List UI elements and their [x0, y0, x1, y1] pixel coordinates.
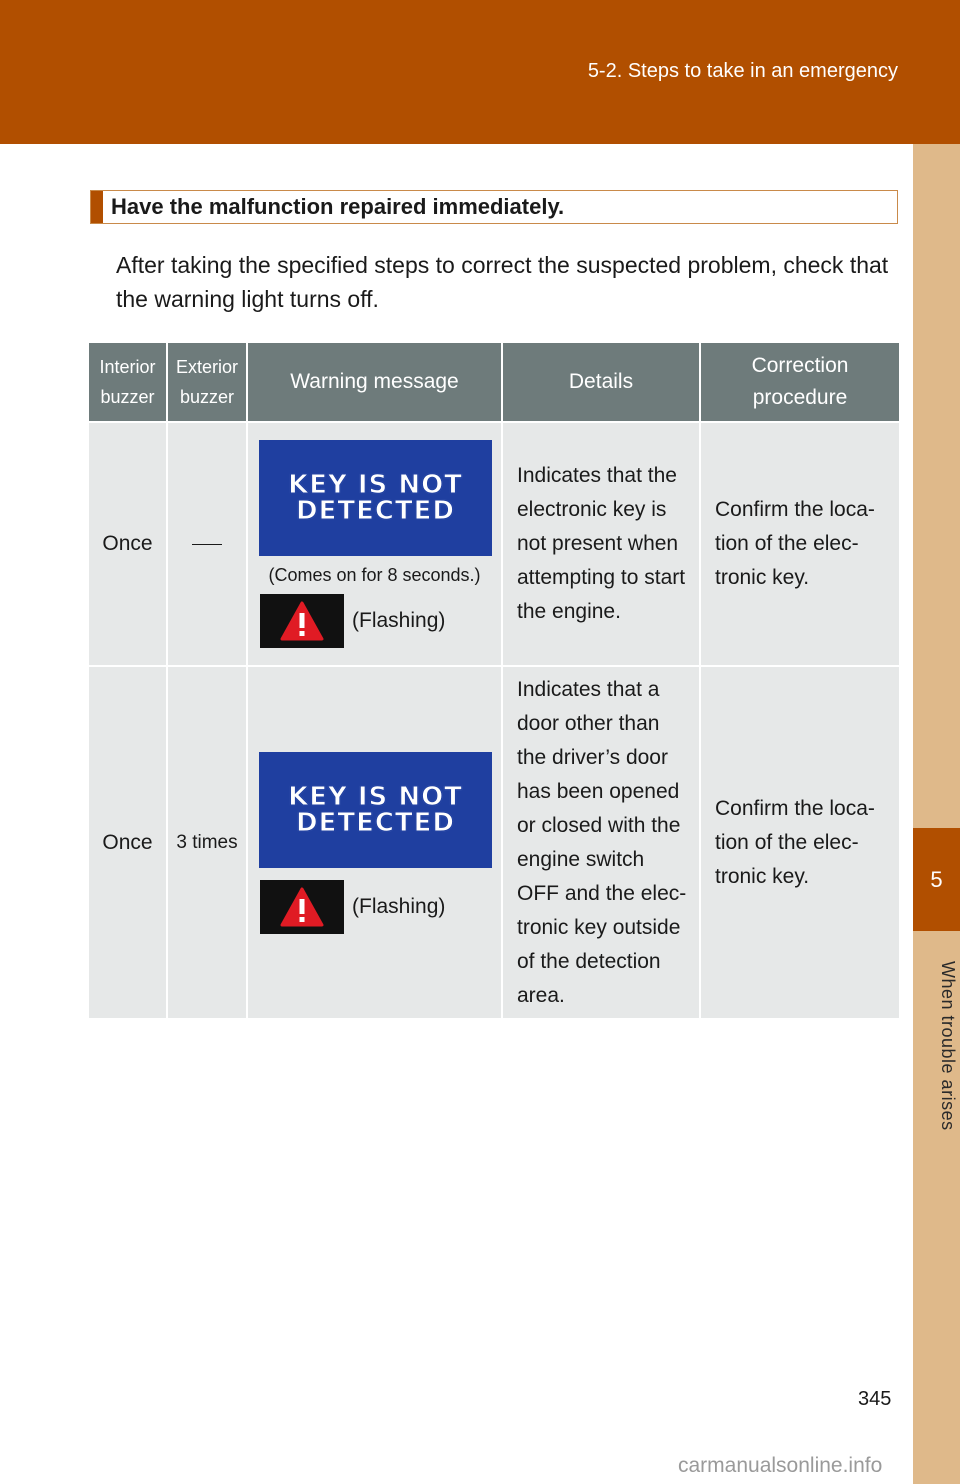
details-line: Indicates that the	[517, 464, 677, 487]
indicator-row	[260, 880, 501, 934]
header-correction-line1: Correction	[751, 354, 849, 377]
heading-accent-bar	[91, 191, 103, 223]
side-strip	[913, 144, 960, 1484]
indicator-label: (Flashing)	[352, 609, 446, 632]
details-cell	[502, 666, 700, 1018]
details-line: the engine.	[517, 600, 621, 623]
details-line: attempting to start	[517, 566, 686, 589]
chapter-label: When trouble arises	[938, 961, 958, 1131]
correction-cell	[700, 422, 899, 666]
display-note: (Comes on for 8 seconds.)	[268, 565, 481, 585]
details-line: tronic key outside	[517, 915, 681, 939]
header-correction-line2: procedure	[752, 386, 848, 409]
details-line: OFF and the elec-	[517, 881, 687, 905]
warning-triangle-icon	[260, 880, 344, 934]
display-key-not-detected	[259, 752, 492, 868]
exterior-buzzer-cell	[167, 422, 247, 666]
details-line: or closed with the	[517, 813, 681, 837]
header-interior-buzzer	[89, 343, 167, 422]
section-title: 5-2. Steps to take in an emergency	[587, 60, 898, 82]
correction-line: tion of the elec-	[715, 830, 859, 854]
interior-buzzer-cell: Once	[89, 666, 167, 1018]
watermark: carmanualsonline.info	[678, 1454, 883, 1477]
header-correction	[700, 343, 899, 422]
details-line: the driver’s door	[517, 745, 668, 769]
header-exterior-buzzer	[167, 343, 247, 422]
details-line: electronic key is	[517, 498, 667, 521]
warning-message-cell	[247, 666, 502, 1018]
display-line-2: DETECTED	[296, 496, 455, 526]
heading-text: Have the malfunction repaired immediately.	[111, 194, 565, 219]
correction-line: tion of the elec-	[715, 532, 859, 555]
header-interior-line1: Interior	[99, 357, 156, 377]
interior-buzzer-cell: Once	[89, 422, 167, 666]
details-line: of the detection	[517, 949, 661, 973]
correction-line: Confirm the loca-	[715, 498, 875, 521]
warning-triangle-icon	[260, 594, 344, 648]
header-details: Details	[502, 343, 700, 422]
table-header-row	[89, 343, 899, 422]
intro-paragraph: After taking the specified steps to correct the suspected problem, check that the warning light turns off.	[116, 252, 889, 312]
details-line: not present when	[517, 532, 679, 555]
dash-mark	[192, 544, 222, 545]
warning-message-cell	[247, 422, 502, 666]
details-line: Indicates that a	[517, 677, 660, 701]
header-exterior-line2: buzzer	[179, 387, 235, 407]
details-line: door other than	[517, 711, 660, 735]
exterior-buzzer-cell: 3 times	[167, 666, 247, 1018]
indicator-label: (Flashing)	[352, 894, 446, 918]
chapter-tab: 5	[913, 828, 960, 931]
table-row	[89, 666, 899, 1018]
details-cell	[502, 422, 700, 666]
section-heading	[90, 190, 898, 224]
header-warning-message: Warning message	[247, 343, 502, 422]
display-line-2: DETECTED	[296, 807, 455, 838]
details-line: engine switch	[517, 847, 645, 871]
page-number: 345	[858, 1388, 892, 1410]
correction-cell	[700, 666, 899, 1018]
warning-table	[89, 343, 899, 1018]
details-line: area.	[517, 983, 565, 1007]
indicator-row	[260, 594, 501, 648]
display-line-1: KEY IS NOT	[288, 470, 463, 500]
display-line-1: KEY IS NOT	[288, 781, 463, 812]
display-key-not-detected	[259, 440, 492, 556]
correction-line: tronic key.	[715, 864, 810, 888]
correction-line: Confirm the loca-	[715, 796, 875, 820]
header-interior-line2: buzzer	[100, 387, 155, 407]
details-line: has been opened	[517, 779, 680, 803]
correction-line: tronic key.	[715, 566, 810, 589]
header-exterior-line1: Exterior	[175, 357, 238, 377]
table-row	[89, 422, 899, 666]
